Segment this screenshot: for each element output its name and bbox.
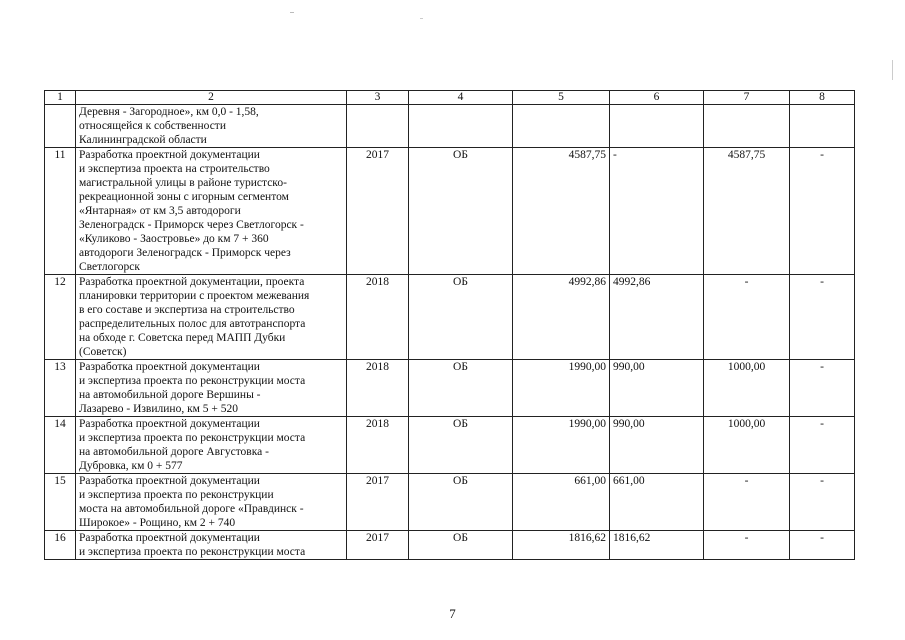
- funding-source-cell: ОБ: [409, 474, 513, 531]
- funding-source-cell: ОБ: [409, 148, 513, 275]
- work-name-cell: [76, 474, 347, 531]
- work-name-line: Разработка проектной документации: [79, 418, 260, 430]
- work-name-line: Разработка проектной документации: [79, 532, 260, 544]
- year-cell: 2018: [347, 275, 409, 360]
- work-name-cell: [76, 105, 347, 148]
- work-name-line: (Советск): [79, 346, 127, 358]
- row-number-cell: [45, 105, 76, 148]
- column-number: 3: [347, 91, 409, 105]
- column-number-row: [45, 91, 855, 105]
- scan-speck: [420, 18, 423, 19]
- row-number-cell: 11: [45, 148, 76, 275]
- total-amount-cell: 1990,00: [513, 417, 610, 474]
- work-name-line: Светлогорск: [79, 261, 140, 273]
- column-number: 2: [76, 91, 347, 105]
- year-cell: 2018: [347, 417, 409, 474]
- amount-year2-cell: [704, 105, 790, 148]
- amount-year1-cell: -: [610, 148, 704, 275]
- amount-year2-cell: -: [704, 275, 790, 360]
- total-amount-cell: 1990,00: [513, 360, 610, 417]
- total-amount-cell: 661,00: [513, 474, 610, 531]
- work-name-line: и экспертиза проекта по реконструкции: [79, 489, 274, 501]
- column-number: 6: [610, 91, 704, 105]
- total-amount-cell: [513, 105, 610, 148]
- work-name-line: моста на автомобильной дороге «Правдинск -: [79, 503, 304, 515]
- table-row: [45, 148, 855, 275]
- work-name-line: Разработка проектной документации: [79, 475, 260, 487]
- year-cell: 2017: [347, 474, 409, 531]
- total-amount-cell: 4587,75: [513, 148, 610, 275]
- amount-year3-cell: -: [790, 474, 855, 531]
- amount-year1-cell: 990,00: [610, 417, 704, 474]
- amount-year2-cell: 4587,75: [704, 148, 790, 275]
- work-name-line: и экспертиза проекта на строительство: [79, 163, 270, 175]
- work-name-line: распределительных полос для автотранспорта: [79, 318, 306, 330]
- amount-year3-cell: -: [790, 275, 855, 360]
- amount-year1-cell: 661,00: [610, 474, 704, 531]
- scan-speck: [892, 60, 893, 80]
- work-name-line: «Куликово - Заостровье» до км 7 + 360: [79, 233, 269, 245]
- work-name-line: магистральной улицы в районе туристско-: [79, 177, 287, 189]
- work-name-line: Лазарево - Извилино, км 5 + 520: [79, 403, 239, 415]
- table-row: [45, 474, 855, 531]
- table-row: [45, 360, 855, 417]
- work-name-line: в его составе и экспертиза на строительство: [79, 304, 295, 316]
- funding-source-cell: ОБ: [409, 275, 513, 360]
- work-name-cell: [76, 148, 347, 275]
- work-name-line: Разработка проектной документации, проекта: [79, 276, 305, 288]
- column-number: 8: [790, 91, 855, 105]
- work-name-line: Зеленоградск - Приморск через Светлогорск -: [79, 219, 304, 231]
- amount-year3-cell: -: [790, 417, 855, 474]
- table-row: [45, 531, 855, 560]
- table-row: [45, 417, 855, 474]
- amount-year2-cell: 1000,00: [704, 417, 790, 474]
- row-number-cell: 12: [45, 275, 76, 360]
- work-name-cell: [76, 417, 347, 474]
- row-number-cell: 14: [45, 417, 76, 474]
- work-name-line: Дубровка, км 0 + 577: [79, 460, 183, 472]
- work-name-line: и экспертиза проекта по реконструкции моста: [79, 375, 306, 387]
- work-name-line: автодороги Зеленоградск - Приморск через: [79, 247, 291, 259]
- amount-year1-cell: [610, 105, 704, 148]
- funding-source-cell: ОБ: [409, 417, 513, 474]
- work-name-line: на автомобильной дороге Августовка -: [79, 446, 269, 458]
- amount-year3-cell: -: [790, 148, 855, 275]
- column-number: 4: [409, 91, 513, 105]
- column-number: 5: [513, 91, 610, 105]
- page-number: 7: [449, 606, 456, 621]
- column-number: 1: [45, 91, 76, 105]
- row-number-cell: 16: [45, 531, 76, 560]
- amount-year1-cell: 1816,62: [610, 531, 704, 560]
- amount-year3-cell: -: [790, 360, 855, 417]
- amount-year2-cell: 1000,00: [704, 360, 790, 417]
- total-amount-cell: 4992,86: [513, 275, 610, 360]
- amount-year2-cell: -: [704, 531, 790, 560]
- work-name-cell: [76, 275, 347, 360]
- work-name-line: Деревня - Загородное», км 0,0 - 1,58,: [79, 106, 259, 118]
- program-table: [44, 90, 855, 560]
- year-cell: 2017: [347, 531, 409, 560]
- work-name-line: Калининградской области: [79, 134, 207, 146]
- work-name-line: «Янтарная» от км 3,5 автодороги: [79, 205, 241, 217]
- amount-year3-cell: -: [790, 531, 855, 560]
- row-number-cell: 13: [45, 360, 76, 417]
- work-name-line: планировки территории с проектом межевания: [79, 290, 310, 302]
- work-name-line: на обходе г. Советска перед МАПП Дубки: [79, 332, 286, 344]
- work-name-line: и экспертиза проекта по реконструкции моста: [79, 546, 306, 558]
- work-name-line: и экспертиза проекта по реконструкции моста: [79, 432, 306, 444]
- table-row: [45, 105, 855, 148]
- row-number-cell: 15: [45, 474, 76, 531]
- work-name-line: относящейся к собственности: [79, 120, 226, 132]
- work-name-line: Разработка проектной документации: [79, 361, 260, 373]
- amount-year2-cell: -: [704, 474, 790, 531]
- amount-year1-cell: 4992,86: [610, 275, 704, 360]
- work-name-line: рекреационной зоны с игорным сегментом: [79, 191, 289, 203]
- funding-source-cell: [409, 105, 513, 148]
- work-name-line: Разработка проектной документации: [79, 149, 260, 161]
- work-name-line: на автомобильной дороге Вершины -: [79, 389, 261, 401]
- year-cell: 2018: [347, 360, 409, 417]
- amount-year1-cell: 990,00: [610, 360, 704, 417]
- work-name-cell: [76, 531, 347, 560]
- amount-year3-cell: [790, 105, 855, 148]
- year-cell: 2017: [347, 148, 409, 275]
- funding-source-cell: ОБ: [409, 531, 513, 560]
- total-amount-cell: 1816,62: [513, 531, 610, 560]
- table-row: [45, 275, 855, 360]
- year-cell: [347, 105, 409, 148]
- column-number: 7: [704, 91, 790, 105]
- work-name-line: Широкое» - Рощино, км 2 + 740: [79, 517, 236, 529]
- work-name-cell: [76, 360, 347, 417]
- scan-speck: [290, 12, 294, 13]
- funding-source-cell: ОБ: [409, 360, 513, 417]
